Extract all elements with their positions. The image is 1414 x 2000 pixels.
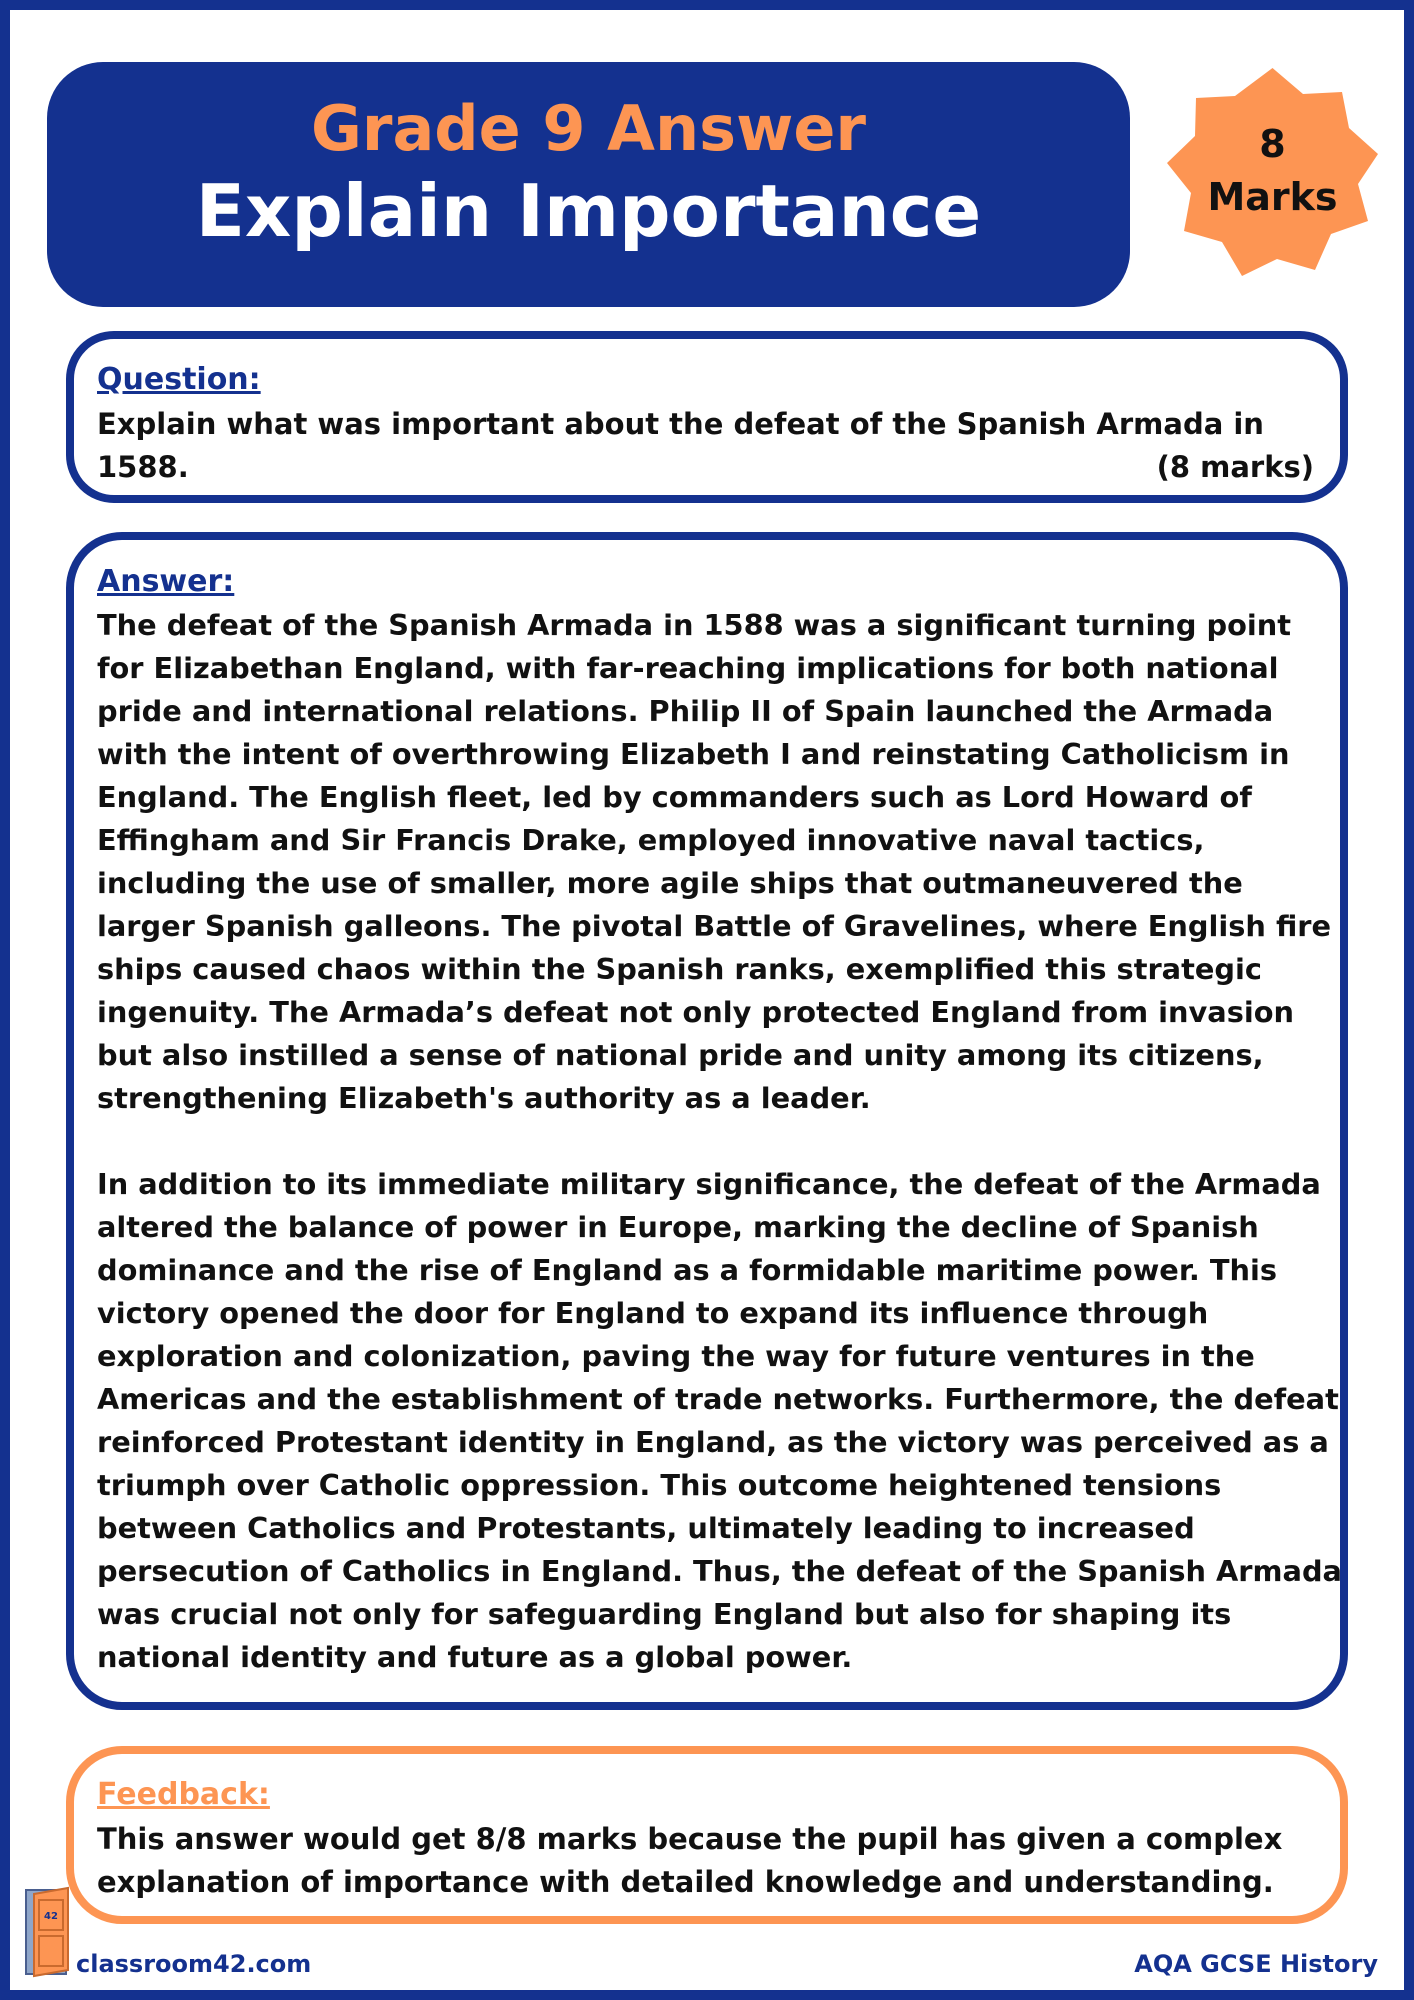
answer-box — [66, 532, 1348, 1710]
site-link[interactable]: classroom42.com — [76, 1950, 312, 1978]
page-title: Explain Importance — [195, 169, 982, 253]
badge-unit: Marks — [1207, 175, 1338, 219]
answer-paragraph-1: The defeat of the Spanish Armada in 1588 was a significant turning point for Elizabethan England, with far-reaching implications for both national pride and international relations. Philip II of Spain launched the Armada with the intent of overthrowing Elizabeth I and reinstating Catholicism in England. The English fleet, led by commanders such as Lord Howard of Effingham and Sir Francis Drake, employed innovative naval tactics, including the use of smaller, more agile ships that outmaneuvered the larger Spanish galleons. The pivotal Battle of Gravelines, where English fire ships caused chaos within the Spanish ranks, exemplified this strategic ingenuity. The Armada’s defeat not only protected England from invasion but also instilled a sense of national pride and unity among its citizens, strengthening Elizabeth's authority as a leader. — [97, 608, 1332, 1115]
feedback-label: Feedback: — [97, 1777, 270, 1812]
door-logo-icon — [24, 1886, 72, 1978]
feedback-box — [66, 1746, 1348, 1924]
marks-badge — [1165, 66, 1380, 278]
question-box — [66, 331, 1348, 503]
question-text: Explain what was important about the defeat of the Spanish Armada in 1588. — [97, 407, 1264, 484]
answer-paragraph-2: In addition to its immediate military significance, the defeat of the Armada altered the balance of power in Europe, marking the decline of Spanish dominance and the rise of England as a formidable maritime power. This victory opened the door for England to expand its influence through exploration and colonization, paving the way for future ventures in the Americas and the establishment of trade networks. Furthermore, the defeat reinforced Protestant identity in England, as the victory was perceived as a triumph over Catholic oppression. This outcome heightened tensions between Catholics and Protestants, ultimately leading to increased persecution of Catholics in England. Thus, the defeat of the Spanish Armada was crucial not only for safeguarding England but also for shaping its national identity and future as a global power. — [97, 1167, 1342, 1674]
badge-number: 8 — [1259, 122, 1286, 166]
logo-number: 42 — [44, 1911, 58, 1922]
question-marks: (8 marks) — [1156, 450, 1314, 484]
grade-heading: Grade 9 Answer — [311, 92, 866, 165]
answer-text — [97, 604, 1342, 1679]
course-label: AQA GCSE History — [1134, 1950, 1378, 1978]
feedback-text: This answer would get 8/8 marks because the pupil has given a complex explanation of importance with detailed knowledge and understanding. — [97, 1822, 1283, 1899]
title-banner — [47, 62, 1130, 307]
question-label: Question: — [97, 362, 261, 397]
badge-text — [1165, 118, 1380, 224]
answer-label: Answer: — [97, 564, 235, 599]
